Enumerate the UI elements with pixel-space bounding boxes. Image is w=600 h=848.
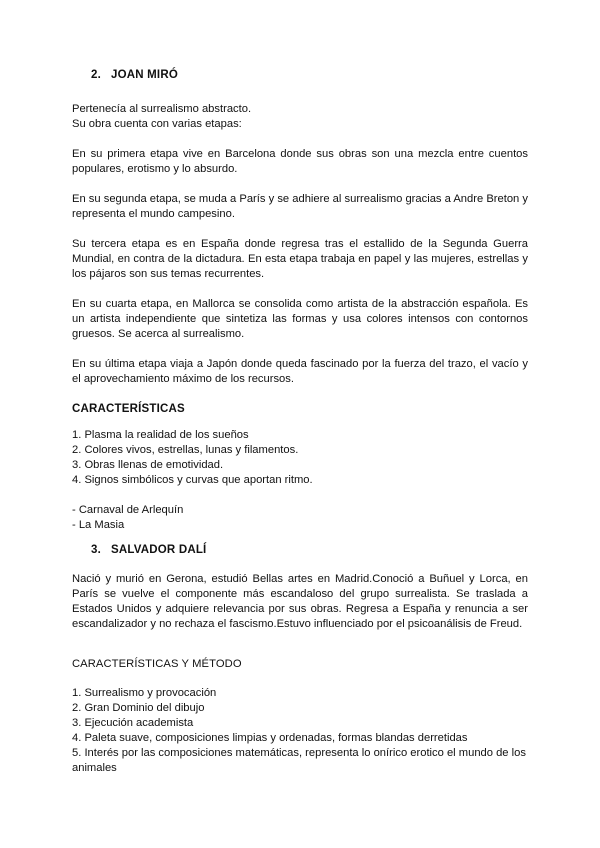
miro-stage-2: En su segunda etapa, se muda a París y se adhiere al surrealismo gracias a Andre Breton y representa el mundo campesino. (72, 193, 528, 220)
miro-stage-1: En su primera etapa vive en Barcelona donde sus obras son una mezcla entre cuentos populares, erotismo y lo absurdo. (72, 148, 528, 175)
list-item: 2. Colores vivos, estrellas, lunas y filamentos. (72, 444, 299, 456)
dali-bio: Nació y murió en Gerona, estudió Bellas artes en Madrid.Conoció a Buñuel y Lorca, en París se vuelve el componente más escandaloso del grupo surrealista. Se traslada a Estados Unidos y adquiere relevancia por sus obras. Regresa a España y renuncia a ser escandalizador y no rechaza el fascismo.Estuvo influenciado por el psicoanálisis de Freud. (72, 573, 528, 630)
document-page (72, 68, 528, 776)
list-item: 3. Obras llenas de emotividad. (72, 459, 224, 471)
miro-characteristics-title: CARACTERÍSTICAS (72, 403, 185, 415)
miro-characteristics-list (72, 428, 528, 488)
miro-intro-line: Pertenecía al surrealismo abstracto. (72, 103, 252, 115)
dali-heading-number: 3. (91, 544, 101, 556)
miro-heading (72, 68, 528, 83)
dali-method-list (72, 686, 528, 776)
list-item: - La Masia (72, 519, 125, 531)
miro-stage-5: En su última etapa viaja a Japón donde queda fascinado por la fuerza del trazo, el vacío y el aprovechamiento máximo de los recursos. (72, 358, 528, 385)
dali-method-title: CARACTERÍSTICAS Y MÉTODO (72, 658, 242, 670)
list-item: 4. Paleta suave, composiciones limpias y ordenadas, formas blandas derretidas (72, 732, 468, 744)
miro-works-list (72, 503, 528, 533)
list-item: 2. Gran Dominio del dibujo (72, 702, 205, 714)
list-item: 1. Surrealismo y provocación (72, 687, 217, 699)
miro-heading-number: 2. (91, 69, 101, 81)
miro-stage-3: Su tercera etapa es en España donde regresa tras el estallido de la Segunda Guerra Mundial, en contra de la dictadura. En esta etapa trabaja en papel y las mujeres, estrellas y los pájaros son sus temas recurrentes. (72, 238, 528, 280)
miro-intro-line: Su obra cuenta con varias etapas: (72, 118, 242, 130)
dali-heading-title: SALVADOR DALÍ (111, 544, 207, 556)
list-item: 4. Signos simbólicos y curvas que aportan ritmo. (72, 474, 313, 486)
list-item: 3. Ejecución academista (72, 717, 194, 729)
list-item: - Carnaval de Arlequín (72, 504, 184, 516)
dali-heading (72, 543, 528, 558)
list-item: 5. Interés por las composiciones matemáticas, representa lo onírico erotico el mundo de los animales (72, 747, 526, 774)
miro-heading-title: JOAN MIRÓ (111, 69, 178, 81)
list-item: 1. Plasma la realidad de los sueños (72, 429, 249, 441)
miro-stage-4: En su cuarta etapa, en Mallorca se consolida como artista de la abstracción española. Es un artista independiente que sintetiza las formas y usa colores intensos con contornos gruesos. Se acerca al surrealismo. (72, 298, 528, 340)
